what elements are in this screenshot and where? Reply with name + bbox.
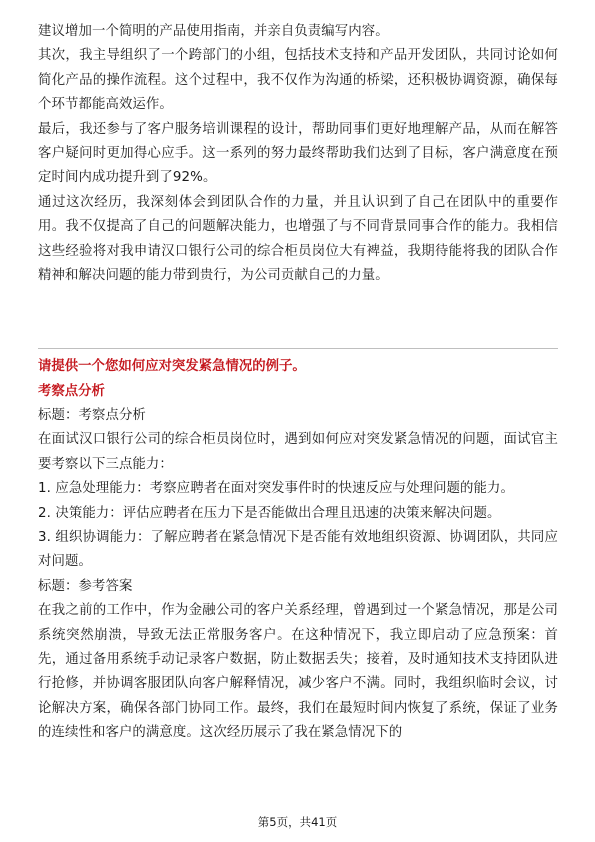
- section-label: 标题：考察点分析: [38, 408, 146, 423]
- answer-continuation: [38, 20, 558, 288]
- list-item: 2. 决策能力：评估应聘者在压力下是否能做出合理且迅速的决策来解决问题。: [38, 505, 501, 521]
- section-label: 标题：参考答案: [38, 578, 133, 594]
- paragraph: 其次，我主导组织了一个跨部门的小组，包括技术支持和产品开发团队，共同讨论如何简化产品的操作流程。这个过程中，我不仅作为沟通的桥梁，还积极协调资源，确保每个环节都能高效运作。: [38, 48, 558, 113]
- paragraph: 在我之前的工作中，作为金融公司的客户关系经理，曾遇到过一个紧急情况，那是公司系统突然崩溃，导致无法正常服务客户。在这种情况下，我立即启动了应急预案：首先，通过备用系统手动记录客户数据，防止数据丢失；接着，及时通知技术支持团队进行抢修，并协调客服团队向客户解释情况，减少客户不满。同时，我组织临时会议，讨论解决方案，确保各部门协同工作。最终，我们在最短时间内恢复了系统，保证了业务的连续性和客户的满意度。这次经历展示了我在紧急情况下的: [38, 603, 558, 741]
- question-title: 请提供一个您如何应对突发紧急情况的例子。: [38, 359, 306, 374]
- list-item: 1. 应急处理能力：考察应聘者在面对突发事件时的快速反应与处理问题的能力。: [38, 481, 515, 497]
- paragraph: 通过这次经历，我深刻体会到团队合作的力量，并且认识到了自己在团队中的重要作用。我不仅提高了自己的问题解决能力，也增强了与不同背景同事合作的能力。我相信这些经验将对我申请汉口银行公司的综合柜员岗位大有裨益，我期待能将我的团队合作精神和解决问题的能力带到贵行，为公司贡献自己的力量。: [38, 194, 558, 284]
- list-item: 3. 组织协调能力：了解应聘者在紧急情况下是否能有效地组织资源、协调团队，共同应对问题。: [38, 530, 558, 570]
- analysis-heading: 考察点分析: [38, 384, 105, 399]
- analysis-section: [38, 404, 558, 746]
- paragraph: 在面试汉口银行公司的综合柜员岗位时，遇到如何应对突发紧急情况的问题，面试官主要考察以下三点能力：: [38, 432, 558, 472]
- paragraph: 最后，我还参与了客户服务培训课程的设计，帮助同事们更好地理解产品，从而在解答客户疑问时更加得心应手。这一系列的努力最终帮助我们达到了目标，客户满意度在预定时间内成功提升到了92%。: [38, 121, 558, 186]
- page-number: 第5页，共41页: [257, 815, 338, 829]
- paragraph: 建议增加一个简明的产品使用指南，并亲自负责编写内容。: [38, 24, 389, 39]
- section-divider: [38, 348, 558, 349]
